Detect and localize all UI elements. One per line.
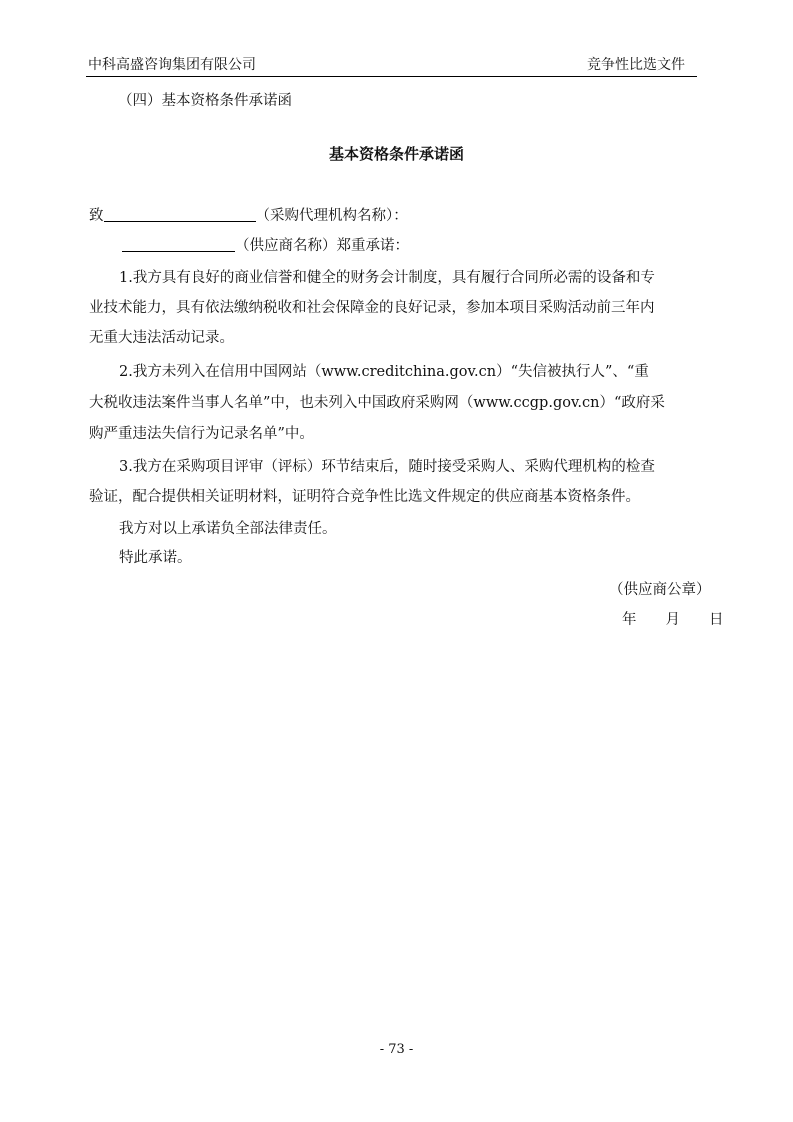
- header-doc-type: 竞争性比选文件: [587, 57, 685, 73]
- page-number: - 73 -: [379, 1042, 414, 1057]
- item-3-line-2: 验证，配合提供相关证明材料，证明符合竞争性比选文件规定的供应商基本资格条件。: [89, 489, 640, 505]
- item-2-line-2: 大税收违法案件当事人名单”中，也未列入中国政府采购网（www.ccgp.gov.cn）“政府采: [89, 395, 665, 411]
- item-1-line-1: 1.我方具有良好的商业信誉和健全的财务会计制度，具有履行合同所必需的设备和专: [119, 270, 655, 286]
- page-header: [86, 54, 697, 77]
- section-heading: （四）基本资格条件承诺函: [118, 93, 292, 109]
- addressee-suffix: （采购代理机构名称）：: [255, 208, 408, 224]
- header-company: 中科高盛咨询集团有限公司: [88, 57, 256, 73]
- supplier-name-blank: [122, 237, 235, 252]
- date-label: 年 月 日: [622, 612, 724, 628]
- item-3-line-1: 3.我方在采购项目评审（评标）环节结束后，随时接受采购人、采购代理机构的检查: [119, 459, 655, 475]
- closing-statement: 特此承诺。: [119, 550, 192, 566]
- item-1-line-2: 业技术能力，具有依法缴纳税收和社会保障金的良好记录，参加本项目采购活动前三年内: [89, 300, 655, 316]
- document-title: 基本资格条件承诺函: [328, 145, 464, 163]
- item-1-line-3: 无重大违法活动记录。: [89, 330, 234, 346]
- liability-statement: 我方对以上承诺负全部法律责任。: [119, 521, 337, 537]
- addressee-line: [89, 206, 408, 226]
- agency-name-blank: [104, 207, 256, 222]
- item-2-line-3: 购严重违法失信行为记录名单”中。: [89, 426, 314, 442]
- seal-label: （供应商公章）: [609, 582, 711, 598]
- addressee-prefix: 致: [89, 208, 104, 224]
- supplier-line-suffix: （供应商名称）郑重承诺：: [235, 238, 409, 254]
- item-2-line-1: 2.我方未列入在信用中国网站（www.creditchina.gov.cn）“失信被执行人”、“重: [119, 364, 649, 380]
- supplier-line: [122, 236, 409, 256]
